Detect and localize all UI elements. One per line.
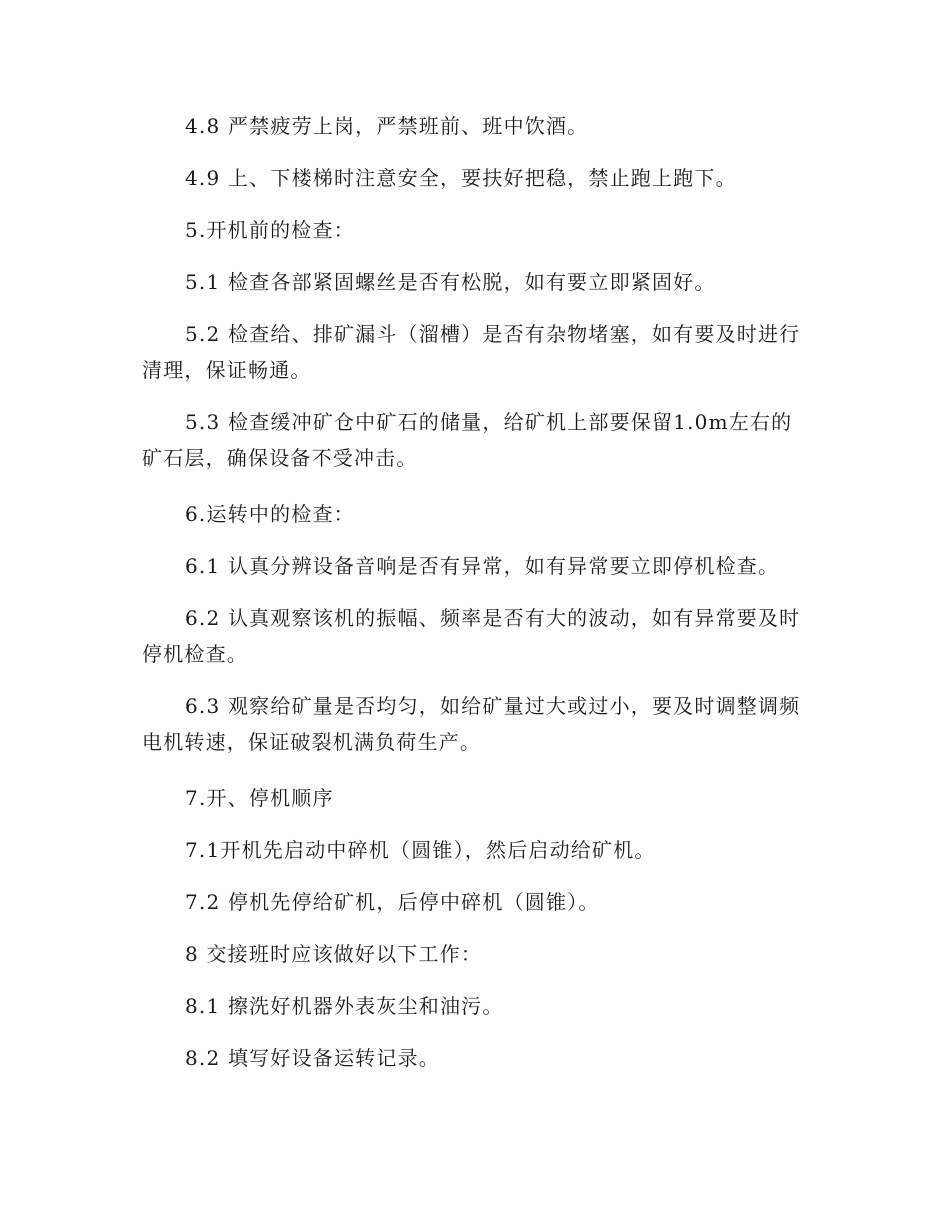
paragraph-4-8: 4.8 严禁疲劳上岗，严禁班前、班中饮酒。 bbox=[185, 114, 589, 138]
section-heading-6: 6.运转中的检查： bbox=[185, 502, 355, 526]
paragraph-4-9: 4.9 上、下楼梯时注意安全，要扶好把稳，禁止跑上跑下。 bbox=[185, 166, 737, 190]
paragraph-5-2: 5.2 检查给、排矿漏斗（溜槽）是否有杂物堵塞，如有要及时进行清理，保证畅通。 bbox=[142, 322, 801, 382]
paragraph-7-2: 7.2 停机先停给矿机，后停中碎机（圆锥）。 bbox=[185, 890, 600, 914]
section-heading-7: 7.开、停机顺序 bbox=[185, 786, 334, 810]
paragraph-6-2: 6.2 认真观察该机的振幅、频率是否有大的波动，如有异常要及时停机检查。 bbox=[142, 606, 801, 666]
section-heading-5: 5.开机前的检查： bbox=[185, 218, 355, 242]
paragraph-5-3: 5.3 检查缓冲矿仓中矿石的储量，给矿机上部要保留1.0m左右的矿石层，确保设备不受冲击。 bbox=[142, 410, 793, 470]
paragraph-5-1: 5.1 检查各部紧固螺丝是否有松脱，如有要立即紧固好。 bbox=[185, 270, 716, 294]
paragraph-7-1: 7.1开机先启动中碎机（圆锥），然后启动给矿机。 bbox=[185, 838, 656, 862]
paragraph-6-3: 6.3 观察给矿量是否均匀，如给矿量过大或过小，要及时调整调频电机转速，保证破裂机满负荷生产。 bbox=[142, 694, 801, 754]
paragraph-8-2: 8.2 填写好设备运转记录。 bbox=[185, 1046, 440, 1070]
section-heading-8: 8 交接班时应该做好以下工作： bbox=[185, 942, 483, 966]
paragraph-6-1: 6.1 认真分辨设备音响是否有异常，如有异常要立即停机检查。 bbox=[185, 554, 780, 578]
paragraph-8-1: 8.1 擦洗好机器外表灰尘和油污。 bbox=[185, 994, 504, 1018]
